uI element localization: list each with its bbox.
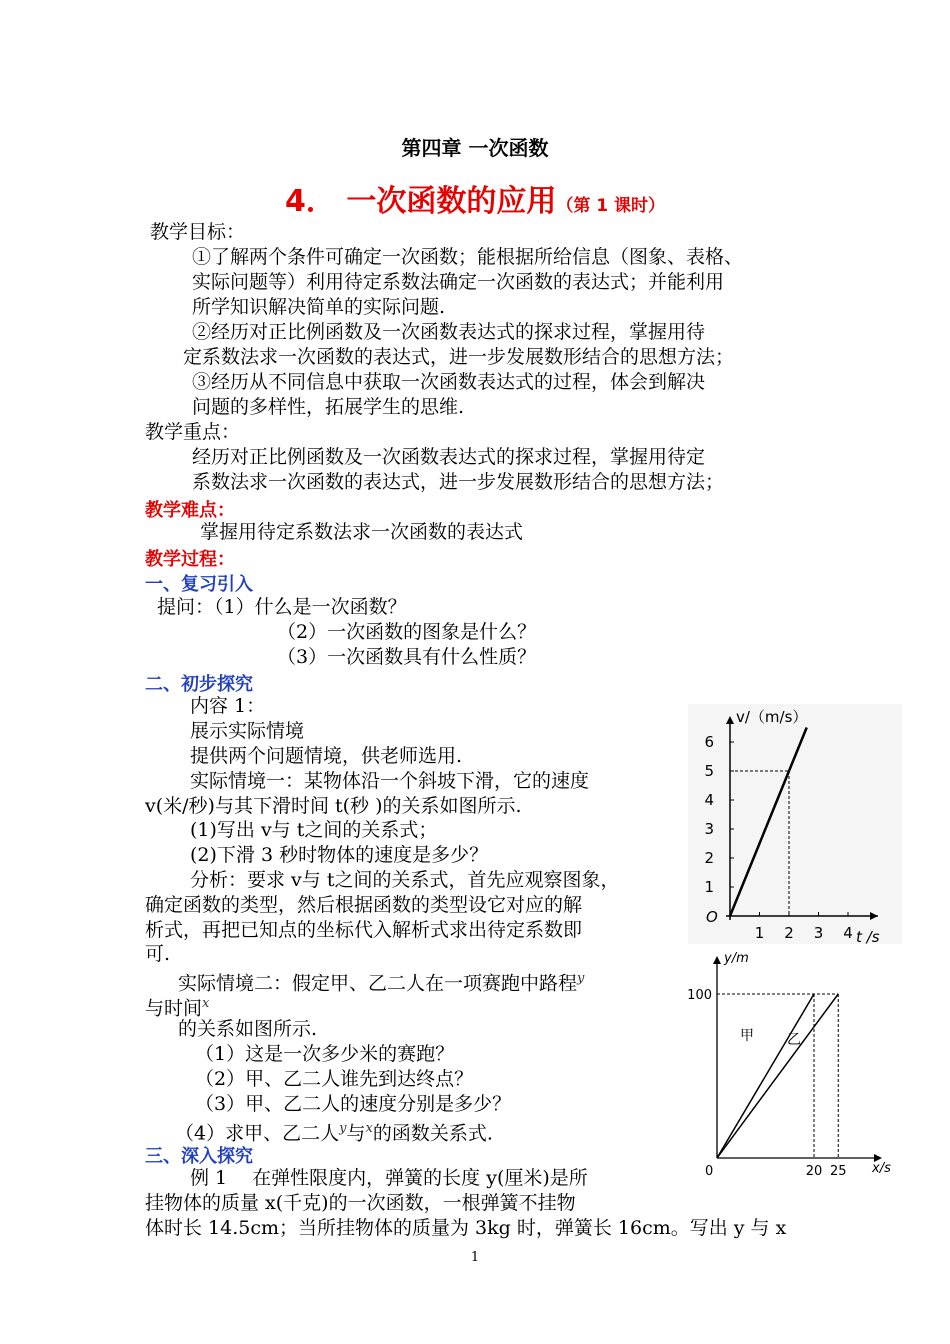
series-line-jia xyxy=(717,994,814,1158)
objective-line: ③经历从不同信息中获取一次函数表达式的过程，体会到解决 xyxy=(192,371,706,393)
key-point-line: 系数法求一次函数的表达式，进一步发展数形结合的思想方法； xyxy=(192,471,725,493)
series-label-jia: 甲 xyxy=(740,1028,754,1044)
paragraph-text: 与 xyxy=(346,1122,366,1145)
y-tick-label: 4 xyxy=(704,791,714,809)
lesson-title-sub: （第 1 课时） xyxy=(556,196,665,216)
lesson-title xyxy=(0,176,950,220)
lesson-title-main: 4． 一次函数的应用 xyxy=(285,184,557,219)
x-tick-label: 2 xyxy=(784,924,794,942)
page-number: 1 xyxy=(470,1250,480,1265)
difficulty-line: 掌握用待定系数法求一次函数的表达式 xyxy=(200,521,524,543)
y-tick-label: 3 xyxy=(704,820,714,838)
race-question: （3）甲、乙二人的速度分别是多少？ xyxy=(195,1093,512,1115)
paragraph-line: 实际情境一：某物体沿一个斜坡下滑，它的速度 xyxy=(190,770,590,792)
section-heading-review: 一、复习引入 xyxy=(145,574,253,595)
objectives-label: 教学目标： xyxy=(150,221,246,243)
example-line: 例 1 在弹性限度内，弹簧的长度 y(厘米)是所 xyxy=(190,1167,588,1189)
objective-line: 实际问题等）利用待定系数法确定一次函数的表达式；并能利用 xyxy=(192,271,725,293)
series-label-yi: 乙 xyxy=(787,1032,801,1048)
var-x: x xyxy=(202,996,210,1011)
origin-label: O xyxy=(706,908,718,926)
paragraph-line: 提供两个问题情境，供老师选用. xyxy=(190,745,463,767)
y-tick-label: 100 xyxy=(687,988,712,1003)
paragraph-text: （4）求甲、乙二人 xyxy=(175,1122,340,1145)
objective-line: 所学知识解决简单的实际问题. xyxy=(192,296,446,318)
series-line-yi xyxy=(717,994,838,1158)
origin-label: 0 xyxy=(705,1164,714,1178)
objective-line: 问题的多样性，拓展学生的思维. xyxy=(192,396,465,418)
review-question: 提问：（1）什么是一次函数？ xyxy=(157,596,407,618)
objective-line: 定系数法求一次函数的表达式，进一步发展数形结合的思想方法； xyxy=(183,346,735,368)
y-axis-label: v/（m/s） xyxy=(736,708,808,726)
paragraph-line: 析式，再把已知点的坐标代入解析式求出待定系数即 xyxy=(145,919,583,941)
x-tick-label: 4 xyxy=(843,924,853,942)
objective-line: ②经历对正比例函数及一次函数表达式的探求过程，掌握用待 xyxy=(192,321,706,343)
review-question: （3）一次函数具有什么性质？ xyxy=(277,646,537,668)
y-axis-label: y/m xyxy=(724,951,749,966)
y-tick-label: 5 xyxy=(704,762,714,780)
y-tick-label: 6 xyxy=(704,733,714,751)
race-distance-chart xyxy=(680,948,902,1178)
difficulty-label: 教学难点： xyxy=(145,500,235,521)
y-tick-label: 2 xyxy=(704,849,714,867)
paragraph-line xyxy=(178,967,584,995)
paragraph-text: 与时间 xyxy=(145,997,203,1020)
paragraph-line: 确定函数的类型，然后根据函数的类型设它对应的解 xyxy=(145,894,583,916)
paragraph-line: 的关系如图所示. xyxy=(178,1018,318,1040)
key-point-line: 经历对正比例函数及一次函数表达式的探求过程，掌握用待定 xyxy=(192,446,706,468)
example-line: 挂物体的质量 x(千克)的一次函数，一根弹簧不挂物 xyxy=(145,1192,576,1214)
paragraph-line: 展示实际情境 xyxy=(190,720,305,742)
review-question: （2）一次函数的图象是什么？ xyxy=(277,621,537,643)
race-question: （1）这是一次多少米的赛跑？ xyxy=(195,1043,455,1065)
x-tick-label: 1 xyxy=(754,924,765,942)
x-tick-label: 25 xyxy=(829,1164,847,1178)
key-points-label: 教学重点： xyxy=(145,421,241,443)
var-y: y xyxy=(577,971,585,986)
paragraph-line: 可. xyxy=(145,943,171,965)
y-axis-arrow xyxy=(713,956,721,964)
section-heading-deep: 三、深入探究 xyxy=(145,1146,253,1167)
paragraph-line: 内容 1： xyxy=(190,695,266,717)
x-tick-label: 20 xyxy=(805,1164,823,1178)
paragraph-line: (1)写出 v与 t之间的关系式； xyxy=(190,819,438,841)
var-y: y xyxy=(339,1121,347,1136)
x-axis-label: t /s xyxy=(856,928,880,944)
var-x: x xyxy=(365,1121,373,1136)
race-question: （2）甲、乙二人谁先到达终点？ xyxy=(195,1068,474,1090)
paragraph-text: 实际情境二：假定甲、乙二人在一项赛跑中路程 xyxy=(178,972,578,995)
velocity-time-chart xyxy=(688,704,902,944)
x-axis-label: x/s xyxy=(872,1161,891,1176)
x-tick-label: 3 xyxy=(813,924,824,942)
section-heading-initial: 二、初步探究 xyxy=(145,674,253,695)
paragraph-text: 的函数关系式. xyxy=(372,1122,493,1145)
paragraph-line: v(米/秒)与其下滑时间 t(秒 )的关系如图所示. xyxy=(145,795,522,817)
y-tick-label: 1 xyxy=(704,878,714,896)
process-label: 教学过程： xyxy=(145,549,235,570)
paragraph-line: (2)下滑 3 秒时物体的速度是多少？ xyxy=(190,844,489,866)
example-line: 体时长 14.5cm；当所挂物体的质量为 3kg 时，弹簧长 16cm。写出 y 与 x xyxy=(145,1217,787,1239)
objective-line: ①了解两个条件可确定一次函数；能根据所给信息（图象、表格、 xyxy=(192,246,744,268)
chapter-title: 第四章 一次函数 xyxy=(401,136,549,160)
paragraph-line: 分析：要求 v与 t之间的关系式，首先应观察图象， xyxy=(190,869,620,891)
